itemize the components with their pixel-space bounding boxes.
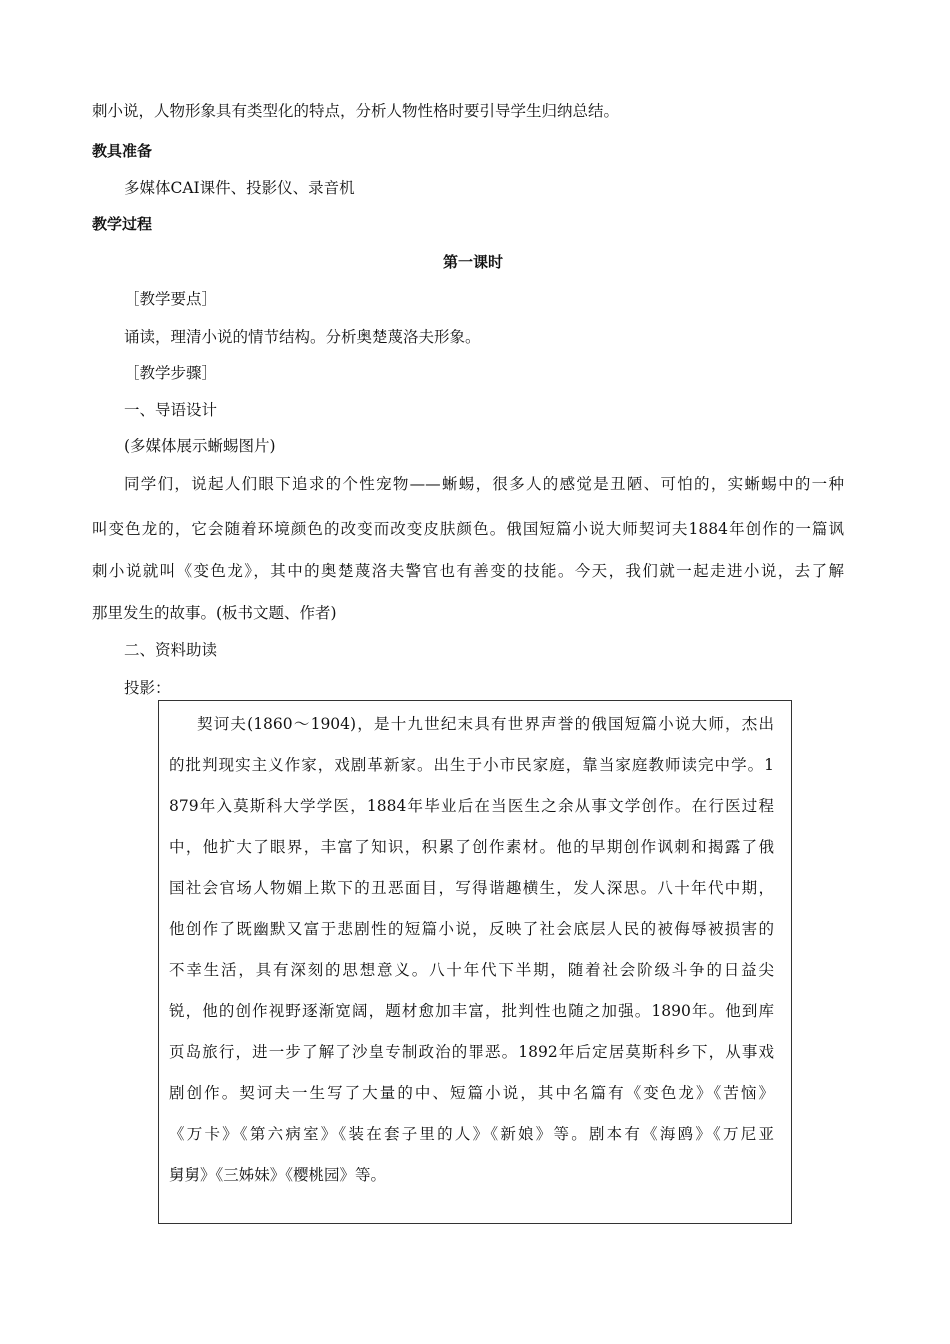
- section1-title: 一、导语设计: [124, 401, 218, 419]
- section1-note: (多媒体展示蜥蜴图片): [124, 437, 276, 455]
- box-line: 不幸生活，具有深刻的思想意义。八十年代下半期，随着社会阶级斗争的日益尖: [169, 961, 774, 979]
- section1-para-line: 那里发生的故事。(板书文题、作者): [92, 604, 337, 622]
- box-line: 他创作了既幽默又富于悲剧性的短篇小说，反映了社会底层人民的被侮辱被损害的: [169, 920, 774, 938]
- section2-title: 二、资料助读: [124, 641, 218, 659]
- box-line: 国社会官场人物媚上欺下的丑恶面目，写得谐趣横生，发人深思。八十年代中期，: [169, 879, 774, 897]
- tools-heading: 教具准备: [92, 142, 153, 160]
- lesson-title: 第一课时: [443, 253, 504, 271]
- box-line: 879年入莫斯科大学学医，1884年毕业后在当医生之余从事文学创作。在行医过程: [169, 797, 774, 815]
- box-line: 锐，他的创作视野逐渐宽阔，题材愈加丰富，批判性也随之加强。1890年。他到库: [169, 1002, 774, 1020]
- points-label: ［教学要点］: [124, 290, 218, 308]
- section1-para-line: 叫变色龙的，它会随着环境颜色的改变而改变皮肤颜色。俄国短篇小说大师契诃夫1884年创作的一篇讽: [92, 520, 844, 538]
- box-line: 剧创作。契诃夫一生写了大量的中、短篇小说，其中名篇有《变色龙》《苦恼》: [169, 1084, 774, 1102]
- projection-label: 投影：: [124, 679, 171, 697]
- box-line: 《万卡》《第六病室》《装在套子里的人》《新娘》等。剧本有《海鸥》《万尼亚: [169, 1125, 774, 1143]
- steps-label: ［教学步骤］: [124, 364, 218, 382]
- projection-box: [158, 700, 792, 1224]
- box-line: 的批判现实主义作家，戏剧革新家。出生于小市民家庭，靠当家庭教师读完中学。1: [169, 756, 774, 774]
- points-text: 诵读，理清小说的情节结构。分析奥楚蔑洛夫形象。: [124, 328, 481, 346]
- tools-text: 多媒体CAI课件、投影仪、录音机: [124, 179, 355, 197]
- box-line: 页岛旅行，进一步了解了沙皇专制政治的罪恶。1892年后定居莫斯科乡下，从事戏: [169, 1043, 774, 1061]
- section1-para-line: 同学们，说起人们眼下追求的个性宠物——蜥蜴，很多人的感觉是丑陋、可怕的，实蜥蜴中的一种: [124, 475, 844, 493]
- box-line: 契诃夫(1860～1904)，是十九世纪末具有世界声誉的俄国短篇小说大师，杰出: [197, 715, 774, 733]
- process-heading: 教学过程: [92, 215, 153, 233]
- box-line: 舅舅》《三姊妹》《樱桃园》等。: [169, 1166, 387, 1184]
- box-line: 中，他扩大了眼界，丰富了知识，积累了创作素材。他的早期创作讽刺和揭露了俄: [169, 838, 774, 856]
- section1-para-line: 刺小说就叫《变色龙》，其中的奥楚蔑洛夫警官也有善变的技能。今天，我们就一起走进小说，去了解: [92, 562, 844, 580]
- intro-tail-text: 刺小说，人物形象具有类型化的特点，分析人物性格时要引导学生归纳总结。: [92, 102, 620, 120]
